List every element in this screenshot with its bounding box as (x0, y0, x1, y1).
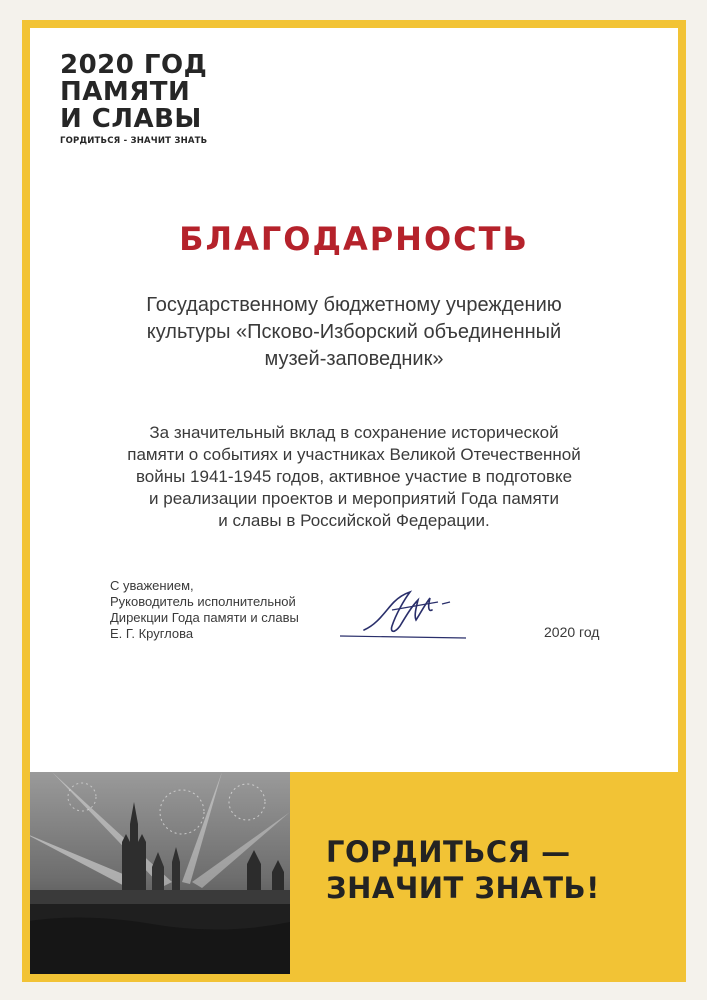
certificate-sheet (22, 20, 686, 982)
logo-2020-year-of-memory (60, 52, 207, 146)
reason-line: войны 1941-1945 годов, активное участие в подготовке (135, 467, 573, 486)
slogan-banner (290, 772, 686, 982)
footer-slogan-line: ЗНАЧИТ ЗНАТЬ! (326, 871, 600, 905)
logo-line: 2020 ГОД (60, 50, 208, 80)
logo-line: ПАМЯТИ (60, 77, 191, 107)
signature-block-line: С уважением, (110, 578, 194, 593)
handwritten-signature (334, 580, 474, 644)
reason-line: памяти о событиях и участниках Великой Отечественной (127, 445, 581, 464)
footer-slogan (326, 834, 600, 906)
logo-motto: ГОРДИТЬСЯ - ЗНАЧИТ ЗНАТЬ (60, 136, 208, 146)
signature-block-line: Руководитель исполнительной (110, 594, 296, 609)
signature-block-line: Дирекции Года памяти и славы (110, 610, 299, 625)
recipient-text (82, 292, 626, 373)
recipient-line: музей-заповедник» (264, 348, 444, 370)
recipient-line: культуры «Псково-Изборский объединенный (146, 321, 562, 343)
footer-slogan-line: ГОРДИТЬСЯ — (326, 835, 571, 869)
certificate-title: БЛАГОДАРНОСТЬ (179, 220, 529, 258)
signature-block-line: Е. Г. Круглова (110, 626, 194, 641)
recipient-line: Государственному бюджетному учреждению (146, 294, 562, 316)
reason-line: и славы в Российской Федерации. (218, 511, 490, 530)
footer-banner (22, 772, 686, 982)
reason-text (82, 422, 626, 532)
certificate-year: 2020 год (544, 624, 600, 640)
red-square-fireworks-photo (22, 772, 290, 982)
signature-block (110, 578, 299, 642)
reason-line: и реализации проектов и мероприятий Года памяти (149, 489, 559, 508)
logo-line: И СЛАВЫ (60, 104, 202, 134)
reason-line: За значительный вклад в сохранение исторической (149, 423, 559, 442)
